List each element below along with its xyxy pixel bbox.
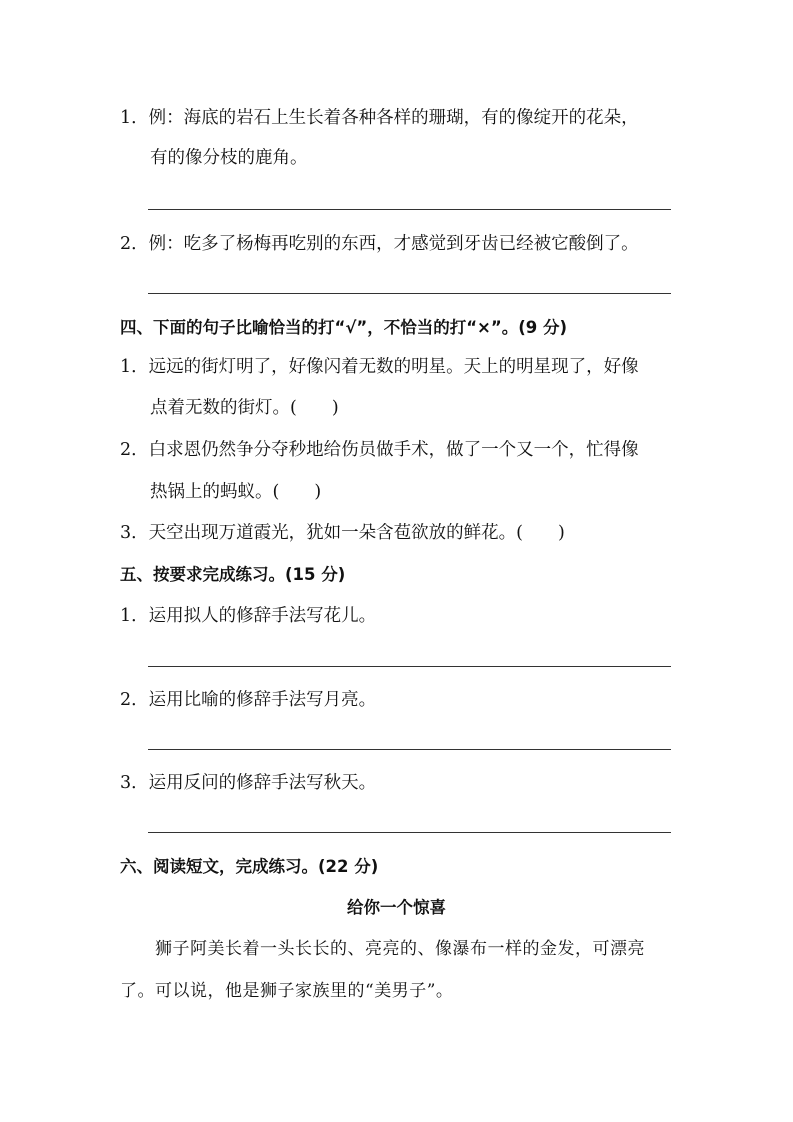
item-text: 远远的街灯明了，好像闪着无数的明星。天上的明星现了，好像 [148, 357, 639, 377]
sec5-item-1 [120, 604, 680, 628]
section-4-heading: 四、下面的句子比喻恰当的打“√”，不恰当的打“×”。(9 分) [120, 318, 568, 337]
item-text: 白求恩仍然争分夺秒地给伤员做手术，做了一个又一个，忙得像 [148, 440, 639, 460]
sec4-item-1-line-1 [120, 355, 680, 379]
section-6-heading: 六、阅读短文，完成练习。(22 分) [120, 857, 379, 876]
item-text: 运用反问的修辞手法写秋天。 [148, 773, 377, 793]
sec4-item-2-line-1 [120, 438, 680, 462]
item-number: 1． [120, 606, 149, 626]
answer-line[interactable] [148, 209, 671, 210]
item-number: 1． [120, 357, 149, 377]
passage-paragraph-line-1: 狮子阿美长着一头长长的、亮亮的、像瀑布一样的金发，可漂亮 [120, 939, 645, 959]
item-number: 2． [120, 690, 149, 710]
answer-line[interactable] [148, 749, 671, 750]
item-text: 天空出现万道霞光，犹如一朵含苞欲放的鲜花。( ) [148, 523, 565, 543]
item-number: 1． [120, 108, 149, 128]
sec3-item-2-line-1 [120, 232, 680, 256]
passage-paragraph-line-2: 了。可以说，他是狮子家族里的“美男子”。 [120, 981, 454, 1001]
sec3-item-1-line-2: 有的像分枝的鹿角。 [150, 148, 308, 168]
item-number: 2． [120, 440, 149, 460]
answer-line[interactable] [148, 832, 671, 833]
sec4-item-1-line-2: 点着无数的街灯。( ) [150, 398, 339, 418]
sec3-item-1-line-1 [120, 106, 680, 130]
item-number: 3． [120, 773, 149, 793]
answer-line[interactable] [148, 666, 671, 667]
sec5-item-3 [120, 771, 680, 795]
sec5-item-2 [120, 688, 680, 712]
item-number: 2． [120, 234, 149, 254]
item-text: 例：吃多了杨梅再吃别的东西，才感觉到牙齿已经被它酸倒了。 [148, 234, 639, 254]
sec4-item-3-line-1 [120, 521, 680, 545]
answer-line[interactable] [148, 293, 671, 294]
item-text: 例：海底的岩石上生长着各种各样的珊瑚，有的像绽开的花朵， [148, 108, 639, 128]
item-text: 运用比喻的修辞手法写月亮。 [148, 690, 377, 710]
item-number: 3． [120, 523, 149, 543]
sec4-item-2-line-2: 热锅上的蚂蚁。( ) [150, 482, 322, 502]
item-text: 运用拟人的修辞手法写花儿。 [148, 606, 377, 626]
passage-title: 给你一个惊喜 [347, 898, 446, 917]
section-5-heading: 五、按要求完成练习。(15 分) [120, 565, 346, 584]
